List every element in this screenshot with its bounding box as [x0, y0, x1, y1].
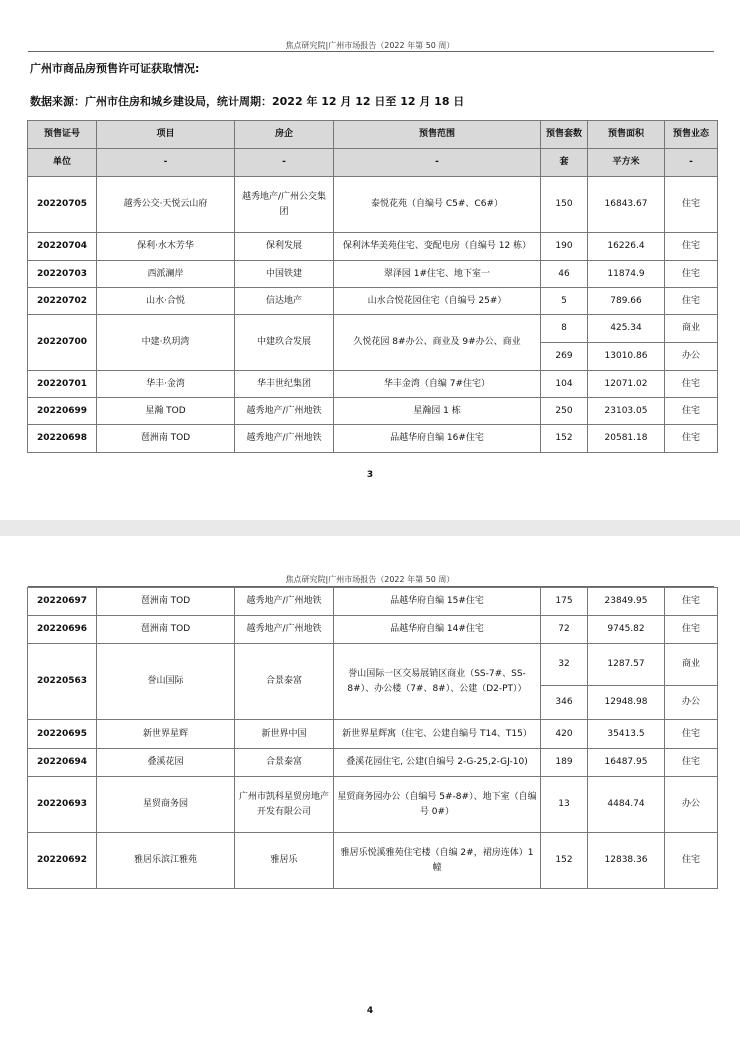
- sale-area: 11874.9: [588, 261, 665, 288]
- permit-id: 20220563: [28, 644, 97, 720]
- table-row: [28, 315, 718, 343]
- unit-count: 13: [541, 777, 588, 833]
- sale-area: 16843.67: [588, 177, 665, 233]
- sale-area: 4484.74: [588, 777, 665, 833]
- sale-scope: 誉山国际一区交易展销区商业（SS-7#、SS-8#）、办公楼（7#、8#）、公建（D2-PT））: [334, 644, 541, 720]
- unit-cell: -: [665, 149, 718, 177]
- unit-count: 150: [541, 177, 588, 233]
- developer: 中建玖合发展: [235, 315, 334, 371]
- page-number: 3: [366, 470, 374, 480]
- sale-scope: 星瀚园 1 栋: [334, 398, 541, 425]
- permit-id: 20220703: [28, 261, 97, 288]
- sale-scope: 泰悦花苑（自编号 C5#、C6#）: [334, 177, 541, 233]
- developer: 广州市凯科星贸房地产开发有限公司: [235, 777, 334, 833]
- sale-area: 20581.18: [588, 425, 665, 453]
- permit-table-page-3: [27, 120, 718, 453]
- sale-scope: 山水合悦花园住宅（自编号 25#）: [334, 288, 541, 315]
- sale-scope: 翠泽园 1#住宅、地下室一: [334, 261, 541, 288]
- sale-area: 12948.98: [588, 686, 665, 720]
- table-row: [28, 261, 718, 288]
- table-row: [28, 233, 718, 261]
- project-name: 华丰·金湾: [97, 371, 235, 398]
- table-row: [28, 371, 718, 398]
- unit-count: 46: [541, 261, 588, 288]
- property-type: 住宅: [665, 425, 718, 453]
- unit-cell: 单位: [28, 149, 97, 177]
- unit-count: 190: [541, 233, 588, 261]
- unit-count: 72: [541, 616, 588, 644]
- permit-id: 20220693: [28, 777, 97, 833]
- property-type: 办公: [665, 686, 718, 720]
- unit-count: 152: [541, 833, 588, 889]
- unit-count: 32: [541, 644, 588, 686]
- project-name: 誉山国际: [97, 644, 235, 720]
- developer: 合景泰富: [235, 749, 334, 777]
- project-name: 越秀公交·天悦云山府: [97, 177, 235, 233]
- sale-area: 1287.57: [588, 644, 665, 686]
- property-type: 住宅: [665, 177, 718, 233]
- sale-area: 13010.86: [588, 343, 665, 371]
- table-row: [28, 398, 718, 425]
- property-type: 住宅: [665, 833, 718, 889]
- sale-area: 16226.4: [588, 233, 665, 261]
- permit-id: 20220702: [28, 288, 97, 315]
- table-row: [28, 588, 718, 616]
- sale-scope: 新世界星辉寓（住宅、公建自编号 T14、T15）: [334, 720, 541, 749]
- table-row: [28, 288, 718, 315]
- project-name: 星瀚 TOD: [97, 398, 235, 425]
- sale-scope: 雅居乐悦溪雅苑住宅楼（自编 2#，裙房连体）1 幢: [334, 833, 541, 889]
- project-name: 山水·合悦: [97, 288, 235, 315]
- project-name: 保利·水木芳华: [97, 233, 235, 261]
- sale-scope: 品越华府自编 15#住宅: [334, 588, 541, 616]
- sale-scope: 华丰金湾（自编 7#住宅）: [334, 371, 541, 398]
- page-number: 4: [366, 1006, 374, 1016]
- table-row: [28, 425, 718, 453]
- sale-scope: 品越华府自编 14#住宅: [334, 616, 541, 644]
- unit-count: 152: [541, 425, 588, 453]
- developer: 越秀地产/广州地铁: [235, 616, 334, 644]
- sale-scope: 叠溪花园住宅, 公建(自编号 2-G-25,2-GJ-10): [334, 749, 541, 777]
- permit-id: 20220699: [28, 398, 97, 425]
- table-row: [28, 177, 718, 233]
- unit-count: 175: [541, 588, 588, 616]
- permit-table-page-4: [27, 587, 718, 889]
- property-type: 住宅: [665, 371, 718, 398]
- property-type: 住宅: [665, 261, 718, 288]
- developer: 新世界中国: [235, 720, 334, 749]
- unit-count: 8: [541, 315, 588, 343]
- property-type: 住宅: [665, 398, 718, 425]
- sale-scope: 品越华府自编 16#住宅: [334, 425, 541, 453]
- project-name: 琶洲南 TOD: [97, 425, 235, 453]
- report-page-4: [0, 536, 740, 1060]
- sale-area: 789.66: [588, 288, 665, 315]
- permit-id: 20220695: [28, 720, 97, 749]
- permit-id: 20220696: [28, 616, 97, 644]
- table-header-row: [28, 121, 718, 149]
- property-type: 住宅: [665, 588, 718, 616]
- col-header: 预售套数: [541, 121, 588, 149]
- unit-count: 269: [541, 343, 588, 371]
- developer: 雅居乐: [235, 833, 334, 889]
- col-header: 预售证号: [28, 121, 97, 149]
- header-rule: [28, 51, 714, 52]
- unit-count: 250: [541, 398, 588, 425]
- sale-area: 425.34: [588, 315, 665, 343]
- col-header: 预售面积: [588, 121, 665, 149]
- unit-count: 5: [541, 288, 588, 315]
- property-type: 住宅: [665, 288, 718, 315]
- developer: 中国铁建: [235, 261, 334, 288]
- project-name: 中建·玖玥湾: [97, 315, 235, 371]
- permit-id: 20220700: [28, 315, 97, 371]
- section-title: 广州市商品房预售许可证获取情况:: [30, 62, 200, 75]
- developer: 越秀地产/广州公交集团: [235, 177, 334, 233]
- sale-area: 16487.95: [588, 749, 665, 777]
- table-row: [28, 777, 718, 833]
- sale-area: 12071.02: [588, 371, 665, 398]
- table-row: [28, 749, 718, 777]
- unit-count: 189: [541, 749, 588, 777]
- developer: 越秀地产/广州地铁: [235, 425, 334, 453]
- project-name: 新世界星辉: [97, 720, 235, 749]
- col-header: 项目: [97, 121, 235, 149]
- permit-id: 20220705: [28, 177, 97, 233]
- page-header: 焦点研究院|广州市场报告（2022 年第 50 周）: [285, 575, 455, 584]
- col-header: 房企: [235, 121, 334, 149]
- developer: 越秀地产/广州地铁: [235, 588, 334, 616]
- developer: 保利发展: [235, 233, 334, 261]
- property-type: 商业: [665, 644, 718, 686]
- permit-id: 20220698: [28, 425, 97, 453]
- property-type: 办公: [665, 343, 718, 371]
- project-name: 叠溪花园: [97, 749, 235, 777]
- table-row: [28, 644, 718, 686]
- sale-area: 35413.5: [588, 720, 665, 749]
- data-source-line: 数据来源：广州市住房和城乡建设局，统计周期：2022 年 12 月 12 日至 12 月 18 日: [30, 95, 465, 108]
- developer: 越秀地产/广州地铁: [235, 398, 334, 425]
- unit-count: 420: [541, 720, 588, 749]
- permit-id: 20220694: [28, 749, 97, 777]
- permit-id: 20220692: [28, 833, 97, 889]
- project-name: 琶洲南 TOD: [97, 588, 235, 616]
- project-name: 琶洲南 TOD: [97, 616, 235, 644]
- table-row: [28, 720, 718, 749]
- developer: 合景泰富: [235, 644, 334, 720]
- unit-count: 104: [541, 371, 588, 398]
- page-gap: [0, 520, 740, 536]
- project-name: 星贸商务园: [97, 777, 235, 833]
- property-type: 办公: [665, 777, 718, 833]
- property-type: 住宅: [665, 233, 718, 261]
- property-type: 住宅: [665, 616, 718, 644]
- sale-area: 9745.82: [588, 616, 665, 644]
- unit-cell: 套: [541, 149, 588, 177]
- permit-id: 20220697: [28, 588, 97, 616]
- sale-area: 23103.05: [588, 398, 665, 425]
- sale-scope: 星贸商务园办公（自编号 5#-8#）、地下室（自编号 0#）: [334, 777, 541, 833]
- sale-scope: 久悦花园 8#办公、商业及 9#办公、商业: [334, 315, 541, 371]
- property-type: 住宅: [665, 749, 718, 777]
- project-name: 西派澜岸: [97, 261, 235, 288]
- sale-scope: 保利沐华美苑住宅、变配电房（自编号 12 栋）: [334, 233, 541, 261]
- property-type: 商业: [665, 315, 718, 343]
- unit-cell: -: [97, 149, 235, 177]
- table-unit-row: [28, 149, 718, 177]
- developer: 信达地产: [235, 288, 334, 315]
- col-header: 预售范围: [334, 121, 541, 149]
- unit-count: 346: [541, 686, 588, 720]
- property-type: 住宅: [665, 720, 718, 749]
- project-name: 雅居乐滨江雅苑: [97, 833, 235, 889]
- table-row: [28, 616, 718, 644]
- developer: 华丰世纪集团: [235, 371, 334, 398]
- permit-id: 20220701: [28, 371, 97, 398]
- page-header: 焦点研究院|广州市场报告（2022 年第 50 周）: [285, 41, 455, 50]
- unit-cell: -: [334, 149, 541, 177]
- table-row: [28, 833, 718, 889]
- permit-id: 20220704: [28, 233, 97, 261]
- report-page-3: [0, 0, 740, 520]
- unit-cell: -: [235, 149, 334, 177]
- sale-area: 12838.36: [588, 833, 665, 889]
- unit-cell: 平方米: [588, 149, 665, 177]
- sale-area: 23849.95: [588, 588, 665, 616]
- col-header: 预售业态: [665, 121, 718, 149]
